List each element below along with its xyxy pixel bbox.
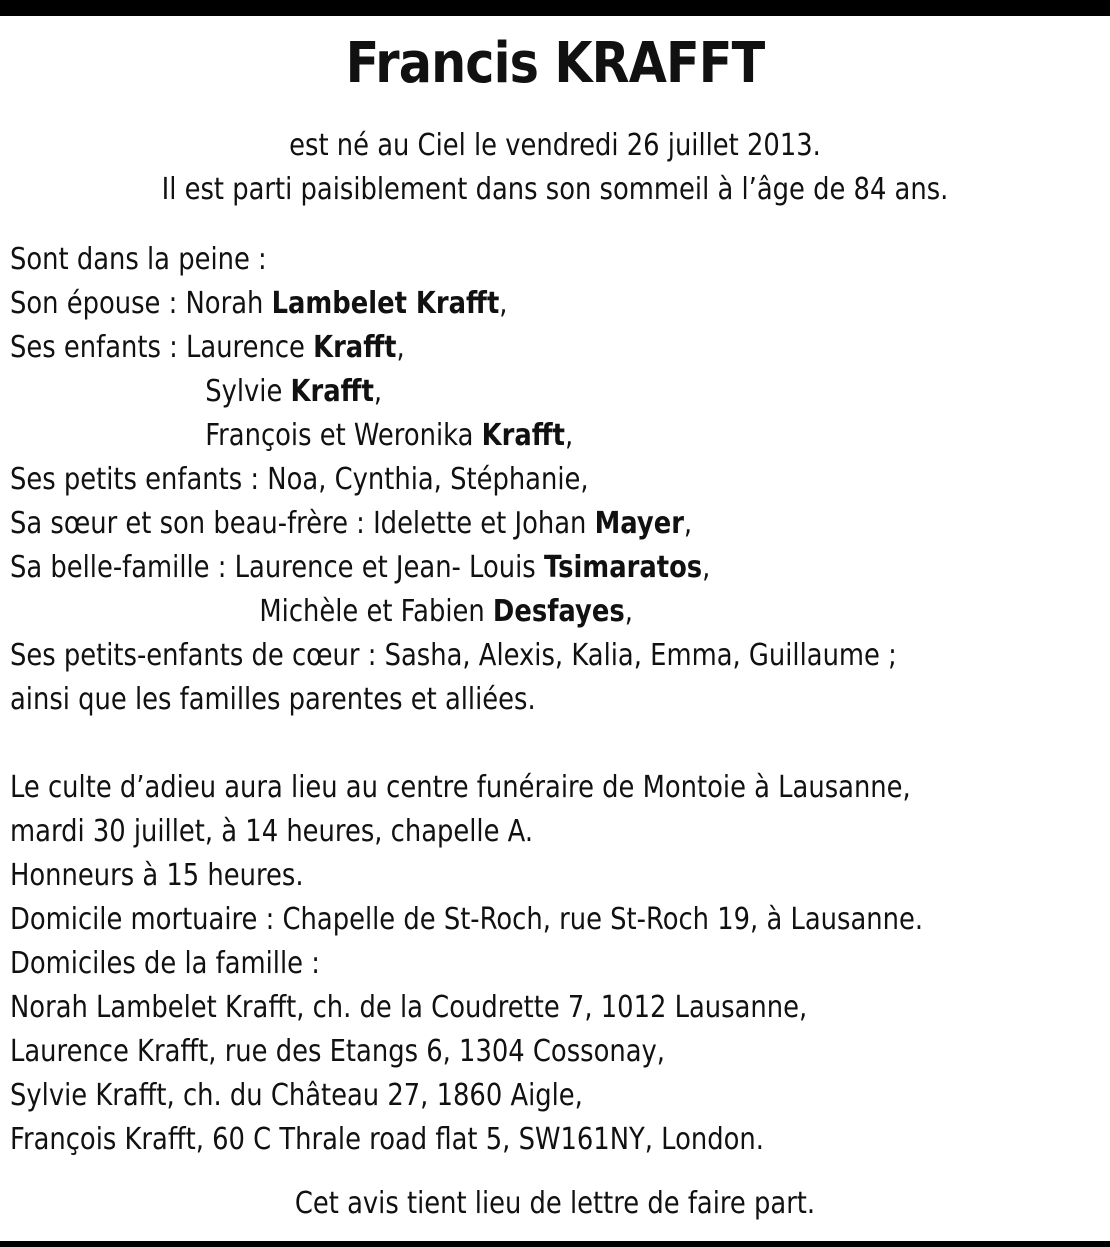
paragraph-gap	[10, 722, 956, 766]
children-line: Sylvie Krafft,	[205, 374, 383, 409]
children-line: François et Weronika Krafft,	[205, 418, 574, 453]
children-line: Ses enfants : Laurence Krafft,	[10, 330, 405, 365]
address-line: François Krafft, 60 C Thrale road flat 5, SW161NY, London.	[10, 1122, 764, 1157]
address-line: Norah Lambelet Krafft, ch. de la Coudrette 7, 1012 Lausanne,	[10, 990, 808, 1025]
in-laws-line: Sa belle-famille : Laurence et Jean- Louis Tsimaratos,	[10, 550, 711, 585]
grandchildren-line: Ses petits enfants : Noa, Cynthia, Stéphanie,	[10, 462, 589, 497]
families-line: ainsi que les familles parentes et alliées.	[10, 682, 536, 717]
mourners-heading: Sont dans la peine :	[10, 242, 267, 277]
ceremony-line: Domicile mortuaire : Chapelle de St-Roch, rue St-Roch 19, à Lausanne.	[10, 902, 924, 937]
intro-line-passing: Il est parti paisiblement dans son sommeil à l’âge de 84 ans.	[161, 172, 949, 207]
ceremony-line: Le culte d’adieu aura lieu au centre funéraire de Montoie à Lausanne,	[10, 770, 911, 805]
ceremony-line: mardi 30 juillet, à 14 heures, chapelle A.	[10, 814, 534, 849]
ceremony-line: Domiciles de la famille :	[10, 946, 320, 981]
deceased-name: Francis KRAFFT	[345, 31, 765, 96]
intro-block	[0, 124, 1110, 212]
closing-line: Cet avis tient lieu de lettre de faire part.	[294, 1186, 816, 1221]
in-laws-line: Michèle et Fabien Desfayes,	[259, 594, 633, 629]
address-line: Sylvie Krafft, ch. du Château 27, 1860 Aigle,	[10, 1078, 583, 1113]
address-line: Laurence Krafft, rue des Etangs 6, 1304 Cossonay,	[10, 1034, 665, 1069]
top-border-rule	[0, 0, 1110, 16]
intro-line-birth: est né au Ciel le vendredi 26 juillet 2013.	[289, 128, 821, 163]
closing-note	[0, 1182, 1110, 1226]
heart-grandchildren-line: Ses petits-enfants de cœur : Sasha, Alexis, Kalia, Emma, Guillaume ;	[10, 638, 897, 673]
spouse-line: Son épouse : Norah Lambelet Krafft,	[10, 286, 508, 321]
ceremony-line: Honneurs à 15 heures.	[10, 858, 304, 893]
bottom-border-rule	[0, 1241, 1110, 1247]
notice-body	[10, 238, 1110, 1162]
sister-line: Sa sœur et son beau-frère : Idelette et Johan Mayer,	[10, 506, 693, 541]
